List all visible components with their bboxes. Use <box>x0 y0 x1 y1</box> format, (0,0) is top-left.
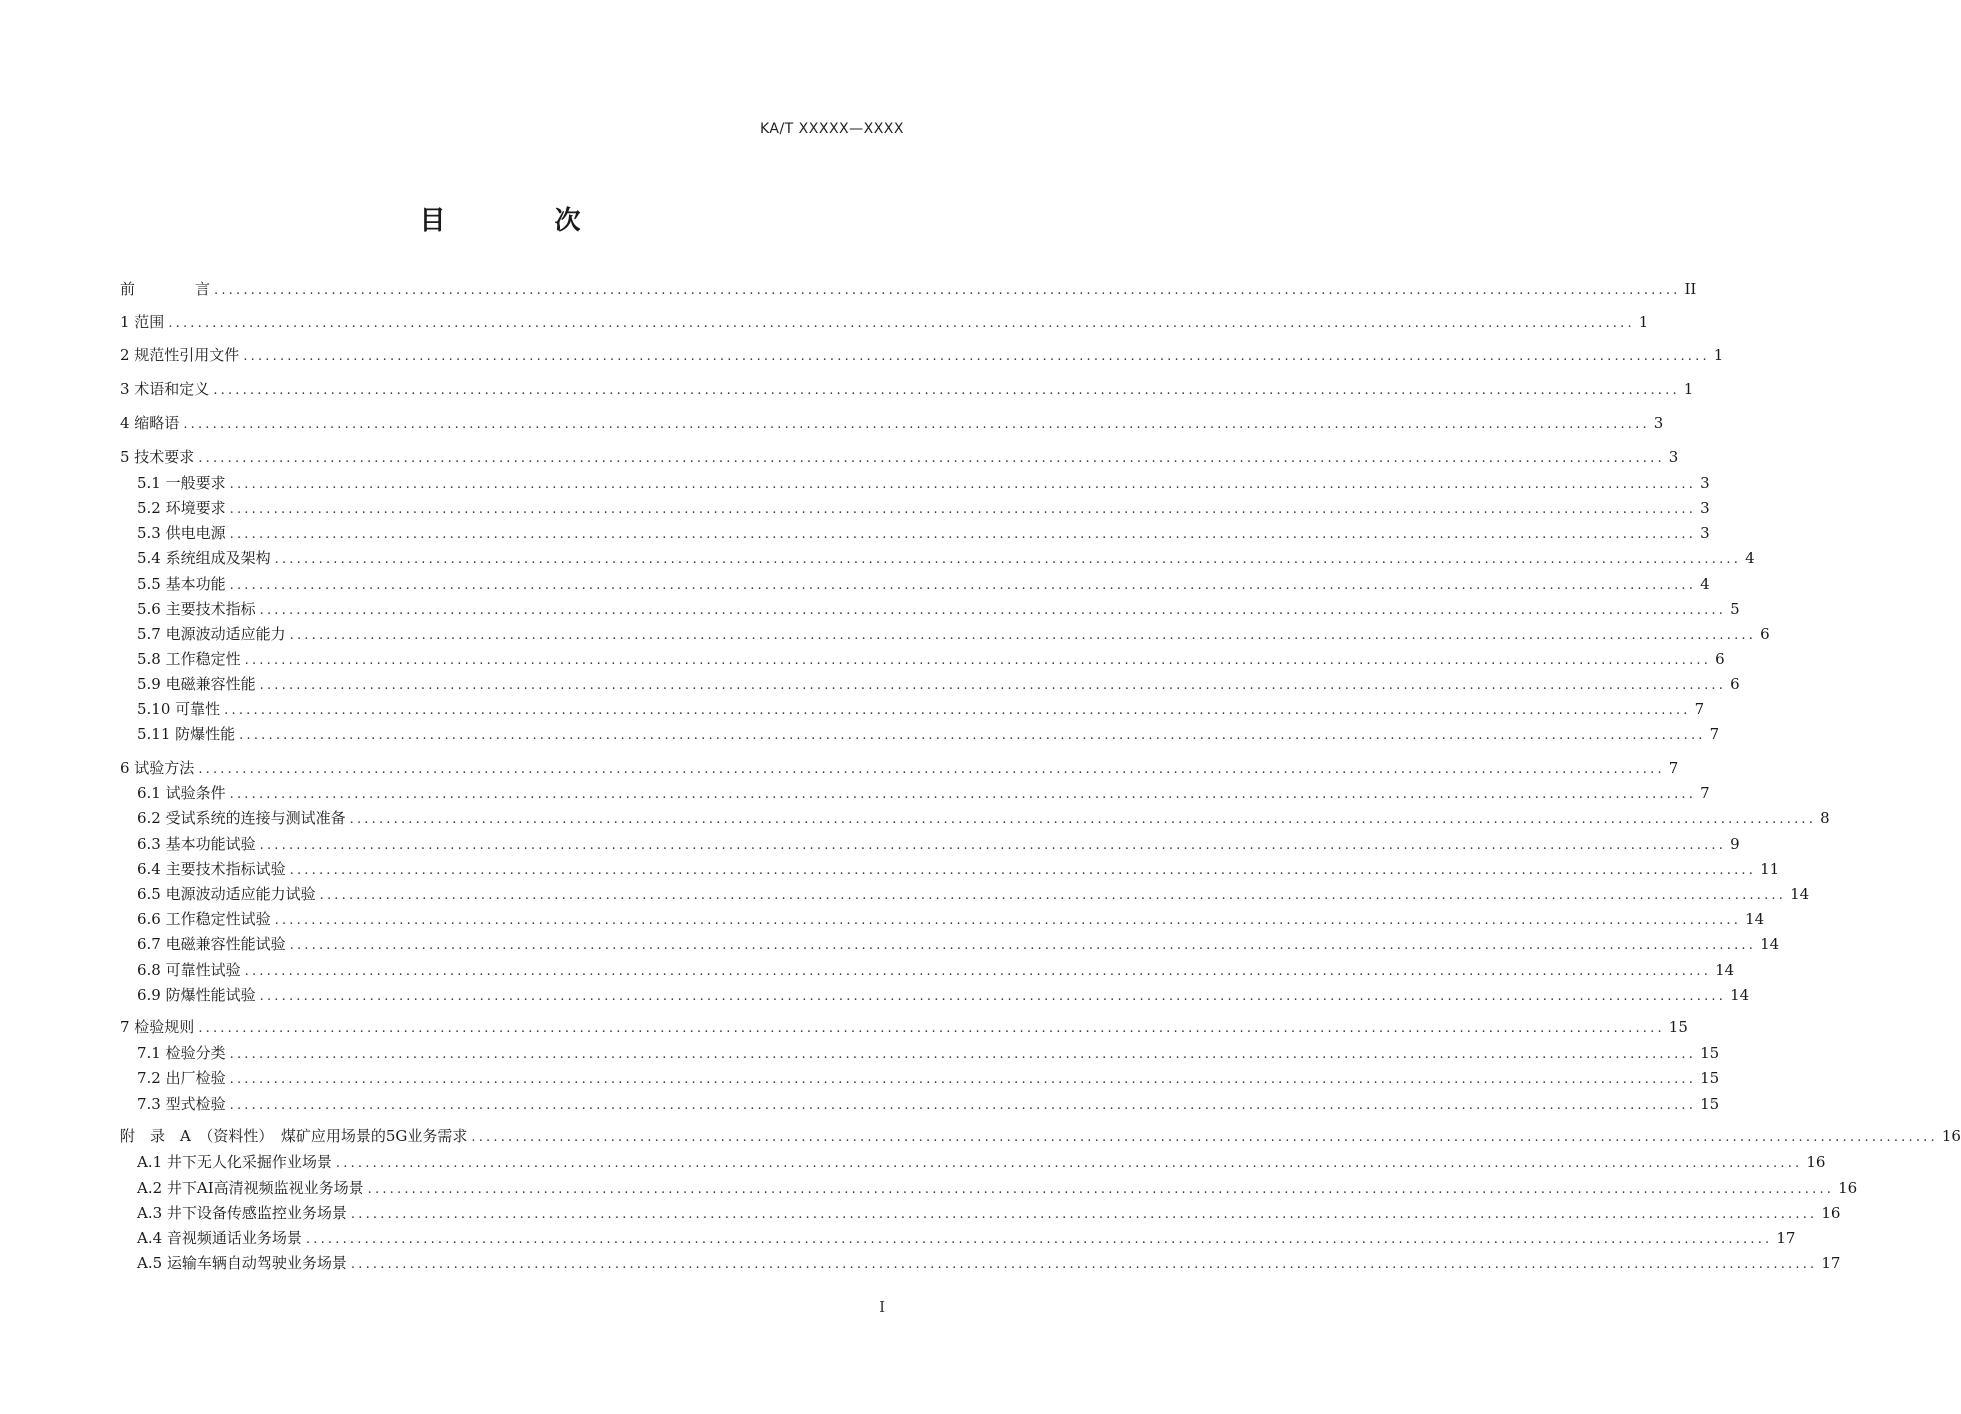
toc-entry-page: 5 <box>1730 600 1740 618</box>
toc-entry-label: 6.2 受试系统的连接与测试准备 <box>137 809 346 827</box>
dot-leader: ........................................................................................................................................................................................................ <box>214 283 1681 298</box>
toc-entry-page: 11 <box>1760 860 1780 878</box>
toc-entry[interactable] <box>137 624 1770 644</box>
dot-leader: ........................................................................................................................................................................................................ <box>224 703 1691 718</box>
toc-entry-page: 16 <box>1941 1127 1961 1145</box>
toc-entry-page: 15 <box>1700 1044 1720 1062</box>
toc-entry-page: 14 <box>1790 885 1810 903</box>
toc-entry-label: 6.9 防爆性能试验 <box>137 986 256 1004</box>
toc-entry-page: 1 <box>1713 346 1724 364</box>
dot-leader: ........................................................................................................................................................................................................ <box>244 653 1712 668</box>
toc-entry-page: 7 <box>1668 759 1679 777</box>
toc-entry-label: 2 规范性引用文件 <box>120 346 240 364</box>
toc-entry-page: 6 <box>1715 650 1725 668</box>
toc-entry-label: A.1 井下无人化采掘作业场景 <box>137 1153 332 1171</box>
toc-entry-page: 4 <box>1700 575 1710 593</box>
toc-entry[interactable] <box>137 1068 1720 1088</box>
toc-entry[interactable] <box>137 834 1740 854</box>
dot-leader: ........................................................................................................................................................................................................ <box>367 1182 1835 1197</box>
toc-entry-label: 6.5 电源波动适应能力试验 <box>137 885 316 903</box>
dot-leader: ........................................................................................................................................................................................................ <box>229 477 1697 492</box>
toc-entry-page: 1 <box>1683 380 1694 398</box>
dot-leader: ........................................................................................................................................................................................................ <box>229 527 1697 542</box>
dot-leader: ........................................................................................................................................................................................................ <box>305 1232 1773 1247</box>
toc-entry-label: A.3 井下设备传感监控业务场景 <box>137 1204 347 1222</box>
toc-entry-label: 6 试验方法 <box>120 759 195 777</box>
toc-entry-label: 6.3 基本功能试验 <box>137 835 256 853</box>
toc-entry-label: 5.6 主要技术指标 <box>137 600 256 618</box>
toc-entry-label: 5.4 系统组成及架构 <box>137 549 271 567</box>
dot-leader: ........................................................................................................................................................................................................ <box>259 838 1727 853</box>
toc-entry-label: 5.5 基本功能 <box>137 575 226 593</box>
toc-entry-page: 7 <box>1694 700 1705 718</box>
toc-entry[interactable] <box>120 379 1694 399</box>
dot-leader: ........................................................................................................................................................................................................ <box>350 1257 1818 1272</box>
toc-entry-page: 7 <box>1700 784 1710 802</box>
toc-entry-page: 16 <box>1821 1204 1841 1222</box>
toc-entry[interactable] <box>137 1253 1841 1273</box>
toc-entry-label: 6.6 工作稳定性试验 <box>137 910 271 928</box>
toc-entry-page: 3 <box>1700 524 1710 542</box>
toc-entry-label: 1 范围 <box>120 313 165 331</box>
toc-entry-label: 前 言 <box>120 280 211 298</box>
toc-entry[interactable] <box>137 960 1735 980</box>
dot-leader: ........................................................................................................................................................................................................ <box>244 964 1712 979</box>
toc-entry-label: 4 缩略语 <box>120 414 180 432</box>
toc-title: 目 次 <box>419 206 631 236</box>
toc-entry[interactable] <box>137 859 1780 879</box>
toc-entry-page: 15 <box>1700 1095 1720 1113</box>
toc-entry[interactable] <box>137 1228 1796 1248</box>
toc-entry-page: 6 <box>1760 625 1770 643</box>
toc-entry-page: 15 <box>1700 1069 1720 1087</box>
toc-entry-page: 3 <box>1700 499 1710 517</box>
toc-entry-page: 8 <box>1820 809 1830 827</box>
toc-entry-page: 17 <box>1821 1254 1841 1272</box>
dot-leader: ........................................................................................................................................................................................................ <box>213 383 1680 398</box>
toc-entry-label: 7.3 型式检验 <box>137 1095 226 1113</box>
toc-entry-page: 3 <box>1653 414 1664 432</box>
toc-entry[interactable] <box>137 699 1705 719</box>
toc-entry[interactable] <box>137 498 1710 518</box>
toc-entry-label: 6.8 可靠性试验 <box>137 961 241 979</box>
toc-entry[interactable] <box>137 1178 1858 1198</box>
toc-entry[interactable] <box>120 413 1664 433</box>
toc-entry[interactable] <box>137 674 1740 694</box>
toc-entry[interactable] <box>120 447 1679 467</box>
toc-entry-label: 5.10 可靠性 <box>137 700 221 718</box>
toc-entry[interactable] <box>137 985 1750 1005</box>
toc-entry[interactable] <box>137 1094 1720 1114</box>
toc-entry-label: 附 录 A （资料性） 煤矿应用场景的5G业务需求 <box>120 1127 468 1145</box>
dot-leader: ........................................................................................................................................................................................................ <box>239 728 1706 743</box>
toc-entry[interactable] <box>137 1043 1720 1063</box>
dot-leader: ........................................................................................................................................................................................................ <box>259 678 1727 693</box>
toc-entry[interactable] <box>137 574 1710 594</box>
dot-leader: ........................................................................................................................................................................................................ <box>259 989 1727 1004</box>
toc-entry-label: A.4 音视频通话业务场景 <box>137 1229 302 1247</box>
dot-leader: ........................................................................................................................................................................................................ <box>349 812 1817 827</box>
toc-entry[interactable] <box>120 1126 1961 1146</box>
toc-entry-page: 16 <box>1838 1179 1858 1197</box>
dot-leader: ........................................................................................................................................................................................................ <box>289 628 1757 643</box>
toc-entry-label: 5 技术要求 <box>120 448 195 466</box>
dot-leader: ........................................................................................................................................................................................................ <box>289 863 1757 878</box>
page-number: I <box>879 1298 885 1316</box>
toc-entry-page: 1 <box>1638 313 1649 331</box>
dot-leader: ........................................................................................................................................................................................................ <box>229 1047 1697 1062</box>
toc-entry[interactable] <box>137 548 1755 568</box>
toc-entry[interactable] <box>137 523 1710 543</box>
toc-entry-page: 17 <box>1776 1229 1796 1247</box>
dot-leader: ........................................................................................................................................................................................................ <box>198 762 1665 777</box>
toc-entry-page: 7 <box>1709 725 1720 743</box>
toc-entry-page: 3 <box>1668 448 1679 466</box>
toc-entry-page: 15 <box>1668 1018 1688 1036</box>
toc-entry-page: II <box>1684 280 1697 298</box>
toc-entry-label: 5.11 防爆性能 <box>137 725 236 743</box>
dot-leader: ........................................................................................................................................................................................................ <box>198 451 1665 466</box>
dot-leader: ........................................................................................................................................................................................................ <box>243 349 1710 364</box>
document-code: KA/T XXXXX—XXXX <box>759 121 904 137</box>
toc-entry[interactable] <box>120 345 1724 365</box>
toc-entry-page: 4 <box>1745 549 1755 567</box>
toc-entry[interactable] <box>137 1152 1826 1172</box>
toc-entry[interactable] <box>137 649 1725 669</box>
toc-entry-page: 9 <box>1730 835 1740 853</box>
toc-entry-page: 6 <box>1730 675 1740 693</box>
dot-leader: ........................................................................................................................................................................................................ <box>183 417 1650 432</box>
toc-entry-label: 6.1 试验条件 <box>137 784 226 802</box>
dot-leader: ........................................................................................................................................................................................................ <box>274 913 1742 928</box>
toc-entry-label: 6.4 主要技术指标试验 <box>137 860 286 878</box>
dot-leader: ........................................................................................................................................................................................................ <box>168 316 1635 331</box>
toc-entry-page: 14 <box>1730 986 1750 1004</box>
dot-leader: ........................................................................................................................................................................................................ <box>350 1207 1818 1222</box>
toc-entry-label: A.2 井下AI高清视频监视业务场景 <box>137 1179 364 1197</box>
toc-entry[interactable] <box>137 724 1720 744</box>
toc-entry-label: 5.9 电磁兼容性能 <box>137 675 256 693</box>
toc-entry-label: 7 检验规则 <box>120 1018 195 1036</box>
toc-entry-label: 6.7 电磁兼容性能试验 <box>137 935 286 953</box>
toc-entry-page: 14 <box>1745 910 1765 928</box>
toc-entry[interactable] <box>137 934 1780 954</box>
toc-entry-label: A.5 运输车辆自动驾驶业务场景 <box>137 1254 347 1272</box>
dot-leader: ........................................................................................................................................................................................................ <box>471 1130 1938 1145</box>
dot-leader: ........................................................................................................................................................................................................ <box>335 1156 1803 1171</box>
dot-leader: ........................................................................................................................................................................................................ <box>229 787 1697 802</box>
toc-entry-label: 7.1 检验分类 <box>137 1044 226 1062</box>
dot-leader: ........................................................................................................................................................................................................ <box>289 938 1757 953</box>
toc-entry[interactable] <box>120 758 1679 778</box>
toc-entry[interactable] <box>137 473 1710 493</box>
toc-entry[interactable] <box>120 1017 1688 1037</box>
toc-entry-page: 16 <box>1806 1153 1826 1171</box>
toc-entry-label: 5.1 一般要求 <box>137 474 226 492</box>
dot-leader: ........................................................................................................................................................................................................ <box>319 888 1787 903</box>
dot-leader: ........................................................................................................................................................................................................ <box>229 502 1697 517</box>
dot-leader: ........................................................................................................................................................................................................ <box>274 552 1742 567</box>
toc-entry-page: 14 <box>1760 935 1780 953</box>
toc-entry-label: 3 术语和定义 <box>120 380 210 398</box>
toc-entry[interactable] <box>120 312 1649 332</box>
toc-entry-label: 5.2 环境要求 <box>137 499 226 517</box>
dot-leader: ........................................................................................................................................................................................................ <box>229 1098 1697 1113</box>
toc-entry[interactable] <box>137 599 1740 619</box>
toc-entry[interactable] <box>120 279 1697 299</box>
toc-entry[interactable] <box>137 909 1765 929</box>
toc-entry[interactable] <box>137 808 1830 828</box>
dot-leader: ........................................................................................................................................................................................................ <box>198 1021 1665 1036</box>
toc-entry-label: 5.7 电源波动适应能力 <box>137 625 286 643</box>
toc-entry-label: 7.2 出厂检验 <box>137 1069 226 1087</box>
toc-entry-page: 3 <box>1700 474 1710 492</box>
toc-entry[interactable] <box>137 1203 1841 1223</box>
dot-leader: ........................................................................................................................................................................................................ <box>259 603 1727 618</box>
toc-entry-page: 14 <box>1715 961 1735 979</box>
toc-entry[interactable] <box>137 884 1810 904</box>
dot-leader: ........................................................................................................................................................................................................ <box>229 1072 1697 1087</box>
toc-entry-label: 5.8 工作稳定性 <box>137 650 241 668</box>
dot-leader: ........................................................................................................................................................................................................ <box>229 578 1697 593</box>
toc-entry[interactable] <box>137 783 1710 803</box>
toc-entry-label: 5.3 供电电源 <box>137 524 226 542</box>
